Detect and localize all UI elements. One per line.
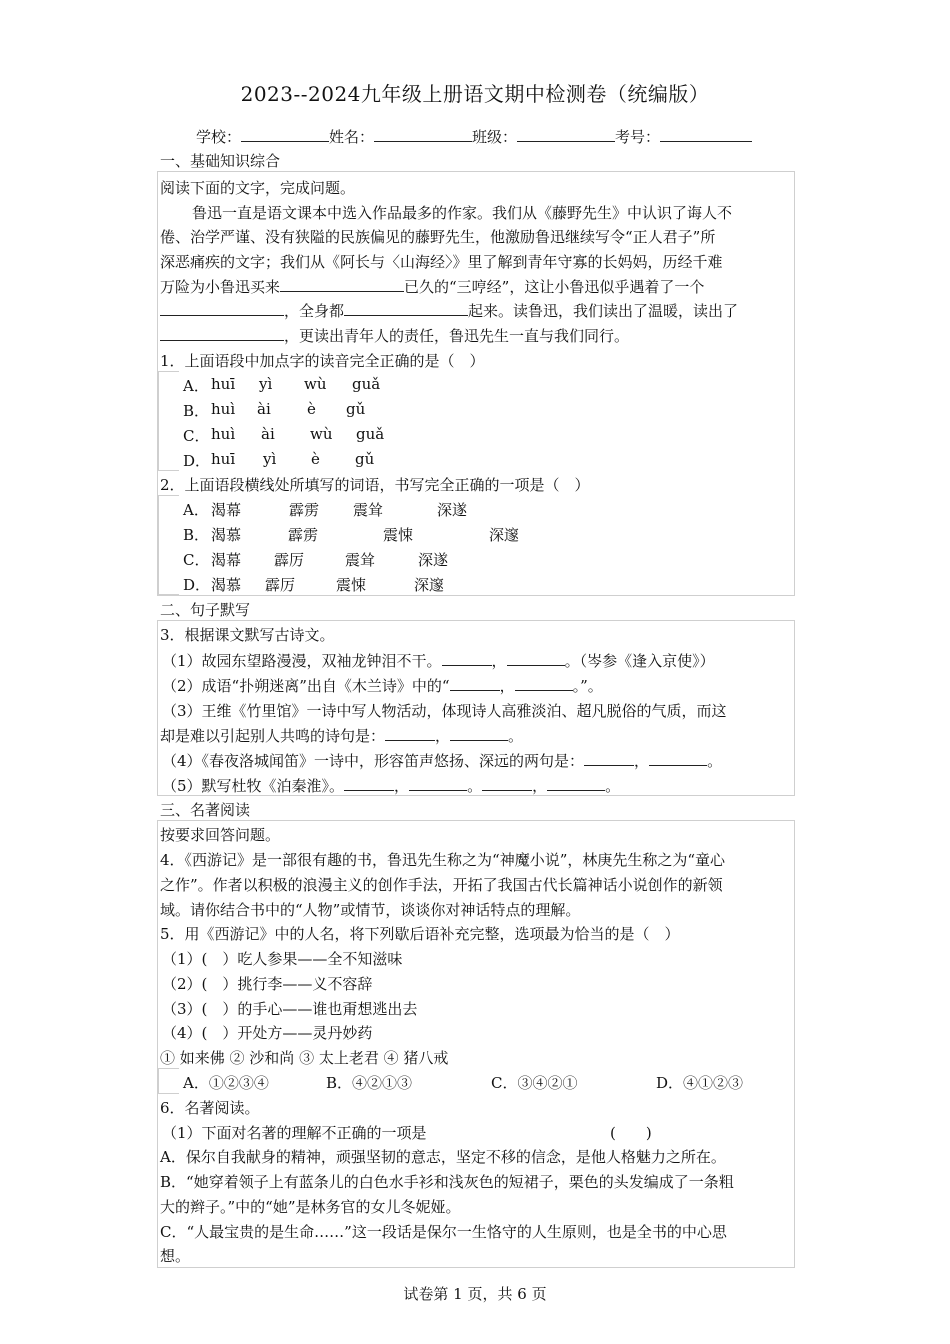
q2-option-a[interactable]: A． 渴幕 霹雳 震耸 深遂 <box>183 501 468 519</box>
name-label: 姓名： <box>329 128 375 146</box>
school-field[interactable] <box>241 127 329 142</box>
q2-option-c[interactable]: C． 渴幕 霹厉 震耸 深遂 <box>183 551 449 569</box>
q6-option-b-cont: 大的辫子。”中的“她”是林务官的女儿冬妮娅。 <box>160 1198 461 1216</box>
answer-parentheses[interactable]: ( ) <box>610 1124 652 1142</box>
passage-line: 鲁迅一直是语文课本中选入作品最多的作家。我们从《藤野先生》中认识了诲人不 <box>192 204 733 222</box>
section-1-intro: 阅读下面的文字，完成问题。 <box>160 179 356 197</box>
q2-option-d[interactable]: D． 渴慕 霹厉 震悚 深邃 <box>183 576 445 594</box>
poem-line-5: （5）默写杜牧《泊秦淮》。 ， 。 ， 。 <box>162 777 621 795</box>
blank[interactable] <box>385 728 435 741</box>
poem-line-2: （2）成语“扑朔迷离”出自《木兰诗》中的“ ， 。”。 <box>162 677 603 695</box>
exam-no-field[interactable] <box>660 127 752 142</box>
blank[interactable] <box>450 678 500 691</box>
section-3-intro: 按要求回答问题。 <box>160 826 281 844</box>
passage-line: ，更读出青年人的责任，鲁迅先生一直与我们同行。 <box>160 325 629 346</box>
passage-line: 万险为小鲁迅买来 已久的“三哼经”，这让小鲁迅似乎遇着了一个 <box>160 278 705 296</box>
blank[interactable] <box>482 778 532 791</box>
blank[interactable] <box>409 778 467 791</box>
q1-option-b[interactable]: B． huì ài è gǔ <box>183 400 366 420</box>
question-3: 3．根据课文默写古诗文。 <box>160 626 335 644</box>
passage-line: ，全身都 起来。读鲁迅，我们读出了温暖，读出了 <box>160 300 738 321</box>
passage-line: 倦、治学严谨、没有狭隘的民族偏见的藤野先生，他激励鲁迅继续写令“正人君子”所 <box>160 228 716 246</box>
question-5: 5．用《西游记》中的人名，将下列歇后语补充完整，选项最为恰当的是（ ） <box>160 925 680 943</box>
q6-option-a[interactable]: A．保尔自我献身的精神，顽强坚韧的意志，坚定不移的信念，是他人格魅力之所在。 <box>160 1148 726 1166</box>
section-3-heading: 三、名著阅读 <box>160 801 251 819</box>
q1-option-d[interactable]: D． huī yì è gǔ <box>183 450 375 470</box>
blank[interactable] <box>160 303 284 316</box>
name-field[interactable] <box>374 127 472 142</box>
blank[interactable] <box>584 753 634 766</box>
option-bracket <box>158 371 179 471</box>
blank[interactable] <box>515 678 573 691</box>
q5-option-a[interactable]: A．①②③④ <box>183 1074 269 1092</box>
proverb-item: （2）( ）挑行李——义不容辞 <box>162 975 373 993</box>
q6-option-b[interactable]: B．“她穿着领子上有蓝条儿的白色水手衫和浅灰色的短裙子，栗色的头发编成了一条粗 <box>160 1173 734 1191</box>
question-2: 2．上面语段横线处所填写的词语，书写完全正确的一项是（ ） <box>160 476 590 494</box>
proverb-item: （4）( ）开处方——灵丹妙药 <box>162 1024 373 1042</box>
exam-no-label: 考号： <box>615 128 661 146</box>
blank[interactable] <box>507 653 565 666</box>
q6-option-c[interactable]: C．“人最宝贵的是生命……”这一段话是保尔一生恪守的人生原则，也是全书的中心思 <box>160 1223 727 1241</box>
q5-option-c[interactable]: C．③④②① <box>491 1074 578 1092</box>
school-label: 学校： <box>196 128 242 146</box>
option-bracket <box>158 495 179 595</box>
poem-line-4: （4）《春夜洛城闻笛》一诗中，形容笛声悠扬、深远的两句是： ， 。 <box>162 752 723 770</box>
blank[interactable] <box>442 653 492 666</box>
question-4-line: 域。请你结合书中的“人物”或情节，谈谈你对神话特点的理解。 <box>160 901 581 919</box>
q6-option-c-cont: 想。 <box>160 1247 191 1265</box>
q2-option-b[interactable]: B． 渴慕 霹雳 震悚 深邃 <box>183 526 520 544</box>
poem-line-1: （1）故园东望路漫漫，双袖龙钟泪不干。 ， 。（岑参《逢入京使》） <box>162 652 715 670</box>
section-2-heading: 二、句子默写 <box>160 601 251 619</box>
blank[interactable] <box>344 303 468 316</box>
class-field[interactable] <box>517 127 615 142</box>
poem-line-3: （3）王维《竹里馆》一诗中写人物活动，体现诗人高雅淡泊、超凡脱俗的气质，而这 <box>162 702 727 720</box>
question-4-line: 4．《西游记》是一部很有趣的书，鲁迅先生称之为“神魔小说”，林庚先生称之为“童心 <box>160 851 726 869</box>
class-label: 班级： <box>472 128 518 146</box>
blank[interactable] <box>547 778 605 791</box>
student-info-row <box>196 126 752 147</box>
q5-option-b[interactable]: B．④②①③ <box>326 1074 413 1092</box>
question-4-line: 之作”。作者以积极的浪漫主义的创作手法，开拓了我国古代长篇神话小说创作的新领 <box>160 876 723 894</box>
question-1: 1．上面语段中加点字的读音完全正确的是（ ） <box>160 352 485 370</box>
proverb-item: （3）( ）的手心——谁也甭想逃出去 <box>162 1000 418 1018</box>
question-6: 6．名著阅读。 <box>160 1099 260 1117</box>
q5-option-d[interactable]: D．④①②③ <box>656 1074 744 1092</box>
option-bracket <box>158 1068 179 1094</box>
page-title: 2023--2024九年级上册语文期中检测卷（统编版） <box>240 82 710 106</box>
passage-line: 深恶痛疾的文字；我们从《阿长与〈山海经〉》里了解到青年守寡的长妈妈，历经千难 <box>160 253 723 271</box>
blank[interactable] <box>649 753 707 766</box>
question-6-1: （1）下面对名著的理解不正确的一项是 <box>162 1124 427 1142</box>
page-footer: 试卷第 1 页，共 6 页 <box>403 1285 547 1303</box>
section-1-heading: 一、基础知识综合 <box>160 152 281 170</box>
q1-option-c[interactable]: C． huì ài wù guǎ <box>183 425 385 445</box>
q1-option-a[interactable]: A． huī yì wù guǎ <box>183 375 381 395</box>
proverb-item: （1）( ）吃人参果——全不知滋味 <box>162 950 403 968</box>
blank[interactable] <box>280 279 404 292</box>
blank[interactable] <box>344 778 394 791</box>
poem-line-3b: 却是难以引起别人共鸣的诗句是： ， 。 <box>160 727 524 745</box>
blank[interactable] <box>450 728 508 741</box>
blank[interactable] <box>160 328 284 341</box>
character-names: ① 如来佛 ② 沙和尚 ③ 太上老君 ④ 猪八戒 <box>160 1049 449 1067</box>
